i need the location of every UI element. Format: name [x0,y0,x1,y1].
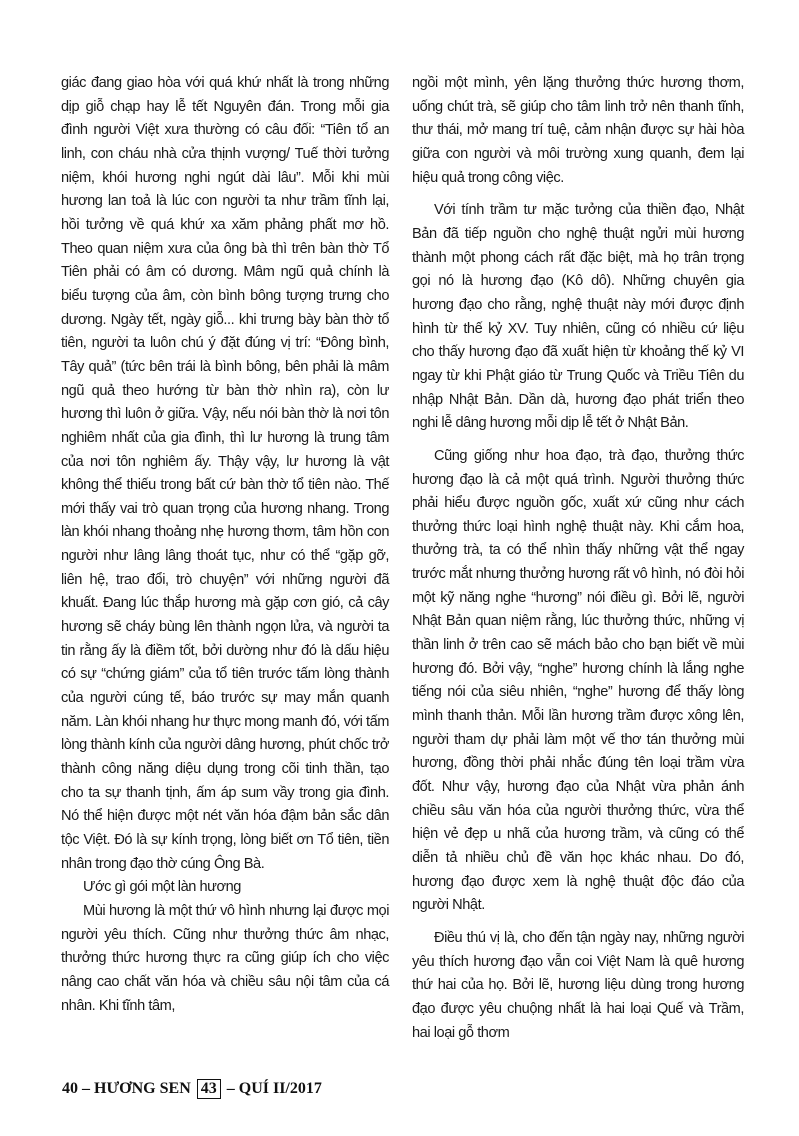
left-column [61,72,389,1018]
footer-dash: – [82,1080,90,1097]
issue-period: QUÍ II/2017 [238,1080,322,1097]
issue-number-box: 43 [197,1079,221,1099]
magazine-name: HƯƠNG SEN [94,1080,191,1097]
article-paragraph: ngồi một mình, yên lặng thưởng thức hương thơm, uống chút trà, sẽ giúp cho tâm linh trở nên thanh tĩnh, thư thái, mở mang trí tuệ, cảm nhận được sự hài hòa giữa con người và môi trường xung quanh, đem lại hiệu quả trong công việc. [412,75,744,186]
page-number: 40 [62,1080,78,1097]
article-paragraph: Cũng giống như hoa đạo, trà đạo, thưởng thức hương đạo là cả một quá trình. Người thưởng thức phải hiểu được nguồn gốc, xuất xứ cũng như cách thưởng thức loại hình nghệ thuật này. Khi cắm hoa, thưởng trà, ta có thể nhìn thấy những vật thể ngay trước mắt nhưng thưởng hương rất vô hình, nó đòi hỏi một kỹ năng nghe “hương” nói điều gì. Bởi lẽ, người Nhật Bản quan niệm rằng, lúc thưởng thức, những vị thần linh ở trên cao sẽ mách bảo cho bạn biết về mùi hương đó. Bởi vậy, “nghe” hương chính là lắng nghe tiếng nói của siêu nhiên, “nghe” hương để thấy lòng mình thanh thản. Mỗi lần hương trầm được xông lên, người tham dự phải làm một vế thơ tán thưởng mùi hương, đồng thời phải nhắc đúng tên loại trầm vừa đốt. Như vậy, hương đạo của Nhật vừa phản ánh chiều sâu văn hóa của người thưởng thức, vừa thể hiện vẻ đẹp u nhã của hương trầm, và cũng có thể diễn tả nhiều chủ đề văn học khác nhau. Do đó, hương đạo được xem là nghệ thuật độc đáo của người Nhật. [412,447,744,914]
article-paragraph: giác đang giao hòa với quá khứ nhất là trong những dịp giỗ chạp hay lễ tết Nguyên đán. Trong mỗi gia đình người Việt xưa thường có câu đối: “Tiên tổ an linh, con cháu nhà cửa thịnh vượng/ Tuế thời tưởng niệm, khói hương nghi ngút dài lâu”. Mỗi khi mùi hương lan toả là lúc con người ta như trầm tĩnh lại, hồi tưởng về quá khứ xa xăm phảng phất mơ hồ. Theo quan niệm xưa của ông bà thì trên bàn thờ Tổ Tiên phải có âm có dương. Mâm ngũ quả chính là biểu tượng của âm, còn bình bông tượng trưng cho dương. Ngày tết, ngày giỗ... khi trưng bày bàn thờ tổ tiên, người ta luôn chú ý đặt đúng vị trí: “Đông bình, Tây quả” (tức bên trái là bình bông, bên phải là mâm ngũ quả theo hướng từ bàn thờ nhìn ra), còn lư hương thì luôn ở giữa. Vậy, nếu nói bàn thờ là nơi tôn nghiêm nhất của gia đình, thì lư hương là trung tâm của nơi tôn nghiêm ấy. Thậy vậy, lư hương là vật không thể thiếu trong bất cứ bàn thờ tổ tiên nào. Thế mới thấy vai trò quan trọng của hương nhang. Trong làn khói nhang thoảng nhẹ hương thơm, tâm hồn con người như lâng lâng thoát tục, như có thể “gặp gỡ, liên hệ, trao đổi, trò chuyện” với những người đã khuất. Đang lúc thắp hương mà gặp cơn gió, cả cây hương sẽ cháy bùng lên thành ngọn lửa, và người ta tin rằng ấy là điềm tốt, bởi dường như đó là dấu hiệu có sự “chứng giám” của tổ tiên trước tấm lòng thành của người cúng tế, báo trước sự may mắn quanh năm. Làn khói nhang hư thực mong manh đó, với tấm lòng thành kính của người dâng hương, phút chốc trở thành công năng diệu dụng trong cõi tinh thần, tạo cho ta sự thanh tịnh, ấm áp sum vầy trong gia đình. Nó thể hiện được một nét văn hóa đậm bản sắc dân tộc Việt. Đó là sự kính trọng, lòng biết ơn Tổ tiên, tiền nhân trong đạo thờ cúng Ông Bà. [61,75,389,872]
right-column [412,72,744,1045]
footer-dash: – [226,1080,235,1097]
article-paragraph: Mùi hương là một thứ vô hình nhưng lại được mọi người yêu thích. Cũng như thưởng thức âm nhạc, thưởng thức hương thực ra cũng giúp ích cho việc nâng cao chất văn hóa và chiều sâu nội tâm của cá nhân. Khi tĩnh tâm, [61,902,389,1014]
article-paragraph: Điều thú vị là, cho đến tận ngày nay, những người yêu thích hương đạo vẫn coi Việt Nam là quê hương thứ hai của họ. Bởi lẽ, hương liệu dùng trong hương đạo được yêu chuộng nhất là hai loại Quế và Trầm, hai loại gỗ thơm [412,929,744,1041]
page-footer [62,1079,322,1099]
section-subheading: Ước gì gói một làn hương [83,879,241,896]
article-paragraph: Với tính trầm tư mặc tưởng của thiền đạo, Nhật Bản đã tiếp nguồn cho nghệ thuật ngửi mùi hương thành một phong cách rất đặc biệt, mà họ trân trọng gọi nó là hương đạo (Kô dô). Những chuyên gia hương đạo cho rằng, nghệ thuật này mới được định hình từ thế kỷ XV. Tuy nhiên, cũng có nhiều cứ liệu cho thấy hương đạo đã xuất hiện từ khoảng thế kỷ VI ngay từ khi Phật giáo từ Trung Quốc và Triều Tiên du nhập Nhật Bản. Dần dà, hương đạo phát triển theo nghi lễ dâng hương mỗi dịp lễ tết ở Nhật Bản. [412,202,744,432]
